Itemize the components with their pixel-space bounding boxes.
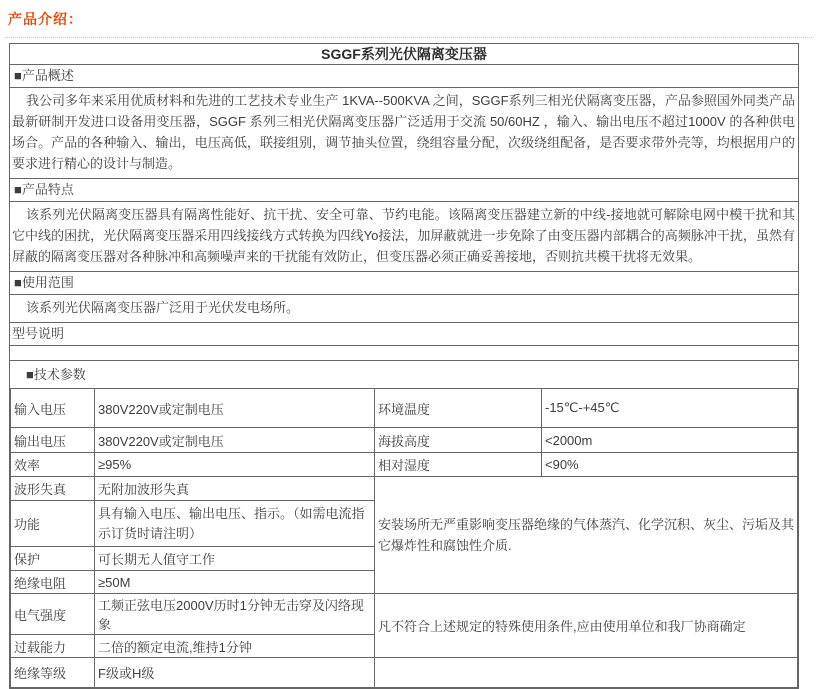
param-value-humidity: <90% [542, 453, 798, 477]
section-heading-overview: ■产品概述 [10, 65, 798, 88]
page-title: 产品介绍： [8, 11, 83, 27]
table-row [11, 477, 798, 501]
table-row [11, 594, 798, 635]
param-value-output-voltage: 380V220V或定制电压 [95, 428, 375, 453]
param-label-input-voltage: 输入电压 [11, 389, 95, 428]
param-label-altitude: 海拔高度 [375, 428, 542, 453]
section-heading-scope: ■使用范围 [10, 272, 798, 295]
param-value-efficiency: ≥95% [95, 453, 375, 477]
header-divider [5, 37, 812, 38]
product-doc-box [9, 43, 799, 689]
param-label-insulation-class: 绝缘等级 [11, 658, 95, 688]
model-description-label: 型号说明 [10, 323, 798, 346]
param-label-waveform: 波形失真 [11, 477, 95, 501]
table-row [11, 389, 798, 428]
param-label-humidity: 相对湿度 [375, 453, 542, 477]
tech-params-table [10, 388, 798, 688]
section-heading-tech-params: ■技术参数 [26, 367, 86, 382]
empty-row [10, 346, 798, 361]
installation-note-cell: 安装场所无严重影响变压器绝缘的气体蒸汽、化学沉积、灰尘、污垢及其它爆炸性和腐蚀性介质. [375, 477, 798, 594]
param-label-ambient-temp: 环境温度 [375, 389, 542, 428]
special-conditions-note-cell: 凡不符合上述规定的特殊使用条件,应由使用单位和我厂协商确定 [375, 594, 798, 658]
param-value-protection: 可长期无人值守工作 [95, 547, 375, 571]
param-value-altitude: <2000m [542, 428, 798, 453]
table-row [11, 453, 798, 477]
param-label-efficiency: 效率 [11, 453, 95, 477]
param-label-overload: 过载能力 [11, 635, 95, 658]
param-value-input-voltage: 380V220V或定制电压 [95, 389, 375, 428]
param-value-waveform: 无附加波形失真 [95, 477, 375, 501]
features-paragraph: 该系列光伏隔离变压器具有隔离性能好、抗干扰、安全可靠、节约电能。该隔离变压器建立新的中线-接地就可解除电网中模干扰和其它中线的困扰，光伏隔离变压器采用四线接线方式转换为四线Yo接法，加屏蔽就进一步免除了由变压器内部耦合的高频脉冲干扰，虽然有屏蔽的隔离变压器对各种脉冲和高频噪声来的干扰能有效防止，但变压器必须正确妥善接地，否则抗共模干扰将无效果。 [10, 202, 798, 272]
param-label-electric-strength: 电气强度 [11, 594, 95, 635]
param-label-output-voltage: 输出电压 [11, 428, 95, 453]
param-value-ambient-temp: -15℃-+45℃ [542, 389, 798, 428]
param-label-protection: 保护 [11, 547, 95, 571]
scope-paragraph: 该系列光伏隔离变压器广泛用于光伏发电场所。 [10, 295, 798, 323]
param-value-function: 具有输入电压、输出电压、指示。（如需电流指示订货时请注明） [95, 501, 375, 547]
table-row [11, 428, 798, 453]
table-row [11, 658, 798, 688]
param-value-overload: 二倍的额定电流,维持1分钟 [95, 635, 375, 658]
param-value-insulation-class: F级或H级 [95, 658, 375, 688]
empty-cell [375, 658, 798, 688]
param-value-insulation-resistance: ≥50M [95, 571, 375, 594]
overview-paragraph: 我公司多年来采用优质材料和先进的工艺技术专业生产 1KVA--500KVA 之间，SGGF系列三相光伏隔离变压器，产品参照国外同类产品最新研制开发进口设备用变压器，SGGF 系列三相光伏隔离变压器广泛适用于交流 50/60HZ ，输入、输出电压不超过1000V 的各种供电场合。产品的各种输入、输出，电压高低，联接组别，调节抽头位置，绕组容量分配，次级绕组配备，是否要求带外壳等，均根据用户的要求进行精心的设计与制造。 [10, 88, 798, 179]
doc-title: SGGF系列光伏隔离变压器 [10, 44, 798, 65]
section-heading-features: ■产品特点 [10, 179, 798, 202]
param-label-insulation-resistance: 绝缘电阻 [11, 571, 95, 594]
param-value-electric-strength: 工频正弦电压2000V历时1分钟无击穿及闪络现象 [95, 594, 375, 635]
param-label-function: 功能 [11, 501, 95, 547]
